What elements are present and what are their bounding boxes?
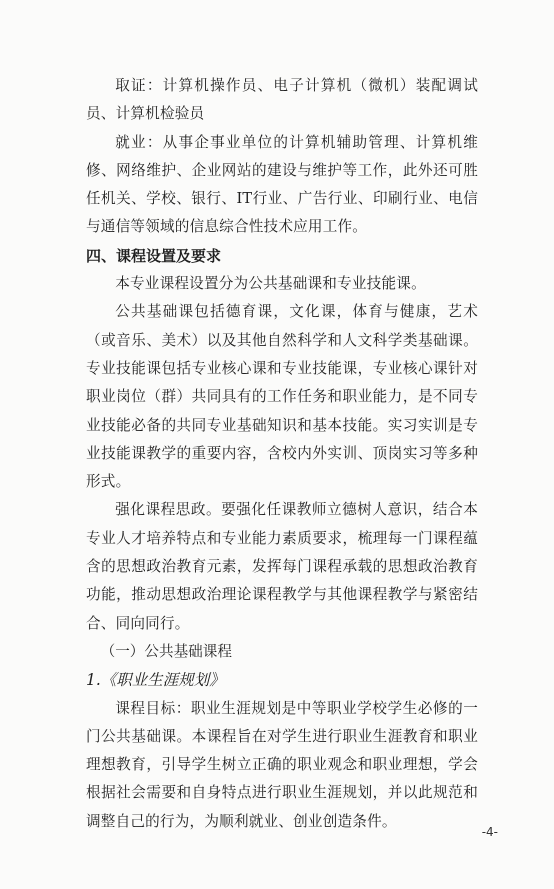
public-basic-course-paragraph: 公共基础课包括德育课，文化课，体育与健康，艺术（或音乐、美术）以及其他自然科学和人文科学类基础课。专业技能课包括专业核心课和专业技能课，专业核心课针对职业岗位（群）共同具有的工作任务和职业能力，是不同专业技能必备的共同专业基础知识和基本技能。实习实训是专业技能课教学的重要内容，含校内外实训、顶岗实习等多种形式。 [86, 303, 478, 491]
page-number: -4- [481, 825, 498, 839]
employment-paragraph: 就业：从事企事业单位的计算机辅助管理、计算机维修、网络维护、企业网站的建设与维护等工作，此外还可胜任机关、学校、银行、IT行业、广告行业、印刷行业、电信与通信等领域的信息综合性技术应用工作。 [86, 133, 478, 236]
section-heading-curriculum: 四、课程设置及要求 [86, 246, 222, 265]
subsection-heading-public-basic: （一）公共基础课程 [100, 642, 232, 660]
course-ideology-paragraph: 强化课程思政。要强化任课教师立德树人意识，结合本专业人才培养特点和专业能力素质要求，梳理每一门课程蕴含的思想政治教育元素，发挥每门课程承载的思想政治教育功能，推动思想政治理论课程教学与其他课程教学与紧密结合、同向同行。 [86, 501, 478, 632]
certificate-paragraph: 取证：计算机操作员、电子计算机（微机）装配调试员、计算机检验员 [86, 77, 478, 123]
course-heading-career-planning: 1.《职业生涯规划》 [86, 671, 225, 690]
career-planning-objective-paragraph: 课程目标：职业生涯规划是中等职业学校学生必修的一门公共基础课。本课程旨在对学生进行职业生涯教育和职业理想教育，引导学生树立正确的职业观念和职业理想，学会根据社会需要和自身特点进行职业生涯规划，并以此规范和调整自己的行为，为顺利就业、创业创造条件。 [86, 699, 478, 830]
document-body [86, 72, 478, 836]
curriculum-intro-paragraph: 本专业课程设置分为公共基础课和专业技能课。 [115, 275, 426, 293]
